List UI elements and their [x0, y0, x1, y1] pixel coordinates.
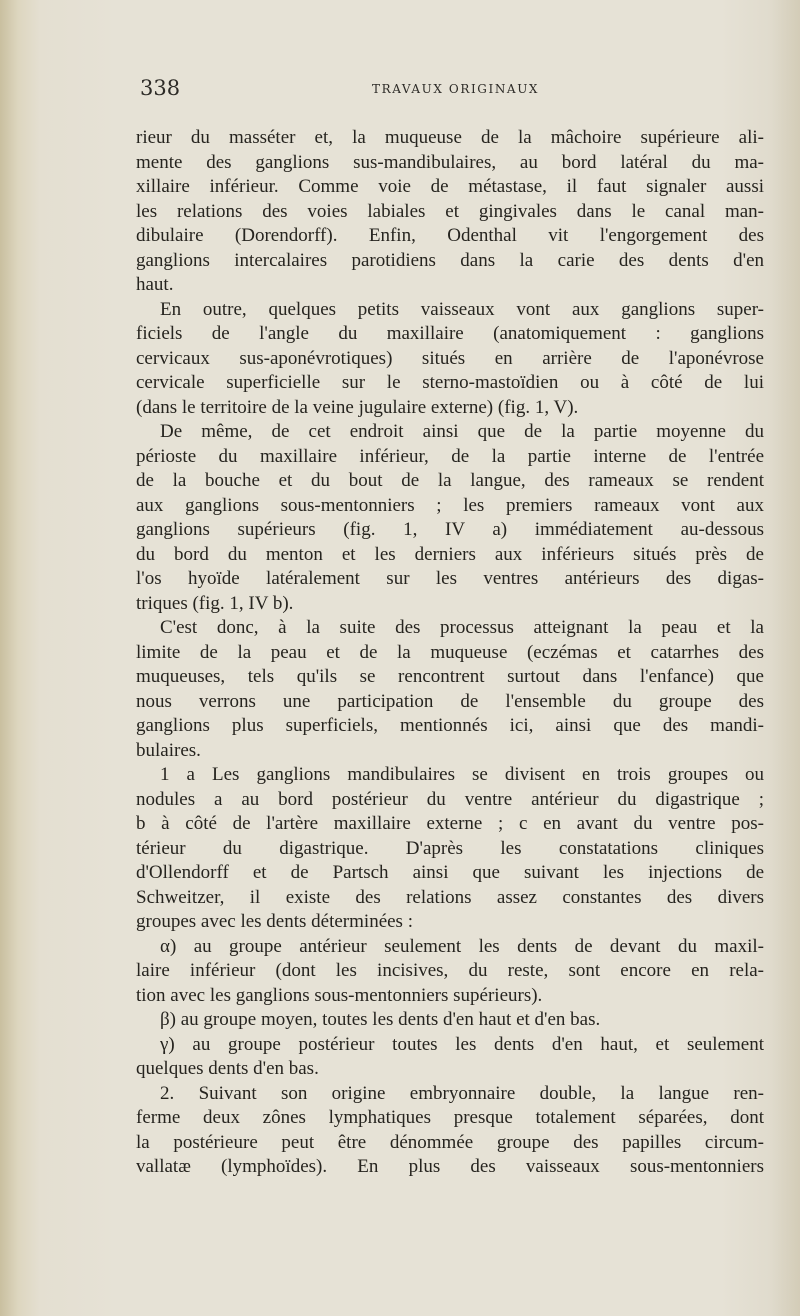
text-line: aux ganglions sous-mentonniers ; les premiers rameaux vont aux [136, 494, 764, 516]
text-line: γ) au groupe postérieur toutes les dents d'en haut, et seulement [160, 1033, 764, 1055]
text-line: périoste du maxillaire inférieur, de la partie interne de l'entrée [136, 445, 764, 467]
text-line: tion avec les ganglions sous-mentonniers supérieurs). [136, 984, 543, 1006]
text-line: les relations des voies labiales et gingivales dans le canal man- [136, 200, 764, 222]
text-line: b à côté de l'artère maxillaire externe ; c en avant du ventre pos- [136, 813, 764, 834]
text-line: cervicaux sus-aponévrotiques) situés en arrière de l'aponévrose [136, 347, 764, 369]
text-line: laire inférieur (dont les incisives, du reste, sont encore en rela- [136, 960, 764, 981]
page-number: 338 [140, 76, 181, 100]
text-line: De même, de cet endroit ainsi que de la partie moyenne du [160, 421, 764, 442]
text-line: nous verrons une participation de l'ensemble du groupe des [136, 690, 764, 712]
text-line: rieur du masséter et, la muqueuse de la mâchoire supérieure ali- [136, 127, 764, 148]
text-line: α) au groupe antérieur seulement les dents de devant du maxil- [160, 935, 764, 957]
text-line: l'os hyoïde latéralement sur les ventres antérieurs des digas- [136, 568, 764, 589]
text-line: 2. Suivant son origine embryonnaire double, la langue ren- [160, 1082, 764, 1104]
text-line: C'est donc, à la suite des processus atteignant la peau et la [160, 617, 764, 638]
text-line: 1 a Les ganglions mandibulaires se divisent en trois groupes ou [160, 764, 764, 785]
text-line: dibulaire (Dorendorff). Enfin, Odenthal vit l'engorgement des [136, 225, 764, 246]
text-line: triques (fig. 1, IV b). [136, 592, 294, 614]
text-line: xillaire inférieur. Comme voie de métastase, il faut signaler aussi [136, 176, 764, 197]
text-line: quelques dents d'en bas. [136, 1058, 319, 1079]
text-line: ganglions plus superficiels, mentionnés ici, ainsi que des mandi- [136, 715, 764, 736]
text-line: ganglions supérieurs (fig. 1, IV a) immédiatement au-dessous [136, 519, 764, 540]
text-line: Schweitzer, il existe des relations assez constantes des divers [136, 886, 764, 908]
text-line: muqueuses, tels qu'ils se rencontrent surtout dans l'enfance) que [136, 666, 764, 687]
text-line: térieur du digastrique. D'après les constatations cliniques [136, 837, 764, 859]
text-line: vallatæ (lymphoïdes). En plus des vaisseaux sous-mentonniers [136, 1156, 764, 1177]
text-line: ferme deux zônes lymphatiques presque totalement séparées, dont [136, 1107, 764, 1128]
page-header [136, 76, 776, 106]
text-line: nodules a au bord postérieur du ventre antérieur du digastrique ; [136, 788, 764, 810]
text-line: bulaires. [136, 739, 201, 761]
text-line: ganglions intercalaires parotidiens dans la carie des dents d'en [136, 249, 764, 271]
text-line: du bord du menton et les derniers aux inférieurs situés près de [136, 543, 764, 565]
text-line: En outre, quelques petits vaisseaux vont aux ganglions super- [160, 298, 764, 320]
text-line: (dans le territoire de la veine jugulaire externe) (fig. 1, V). [136, 396, 579, 418]
text-line: limite de la peau et de la muqueuse (eczémas et catarrhes des [136, 641, 764, 663]
text-line: d'Ollendorff et de Partsch ainsi que suivant les injections de [136, 862, 764, 883]
text-line: la postérieure peut être dénommée groupe des papilles circum- [136, 1131, 764, 1153]
text-line: β) au groupe moyen, toutes les dents d'en haut et d'en bas. [160, 1009, 601, 1030]
text-line: de la bouche et du bout de la langue, des rameaux se rendent [136, 470, 764, 491]
text-line: cervicale superficielle sur le sterno-mastoïdien ou à côté de lui [136, 372, 764, 393]
running-head: TRAVAUX ORIGINAUX [372, 82, 540, 96]
text-line: groupes avec les dents déterminées : [136, 911, 413, 932]
text-line: mente des ganglions sus-mandibulaires, au bord latéral du ma- [136, 151, 764, 173]
text-line: ficiels de l'angle du maxillaire (anatomiquement : ganglions [136, 323, 764, 344]
body-text [136, 126, 764, 1180]
text-line: haut. [136, 274, 174, 295]
